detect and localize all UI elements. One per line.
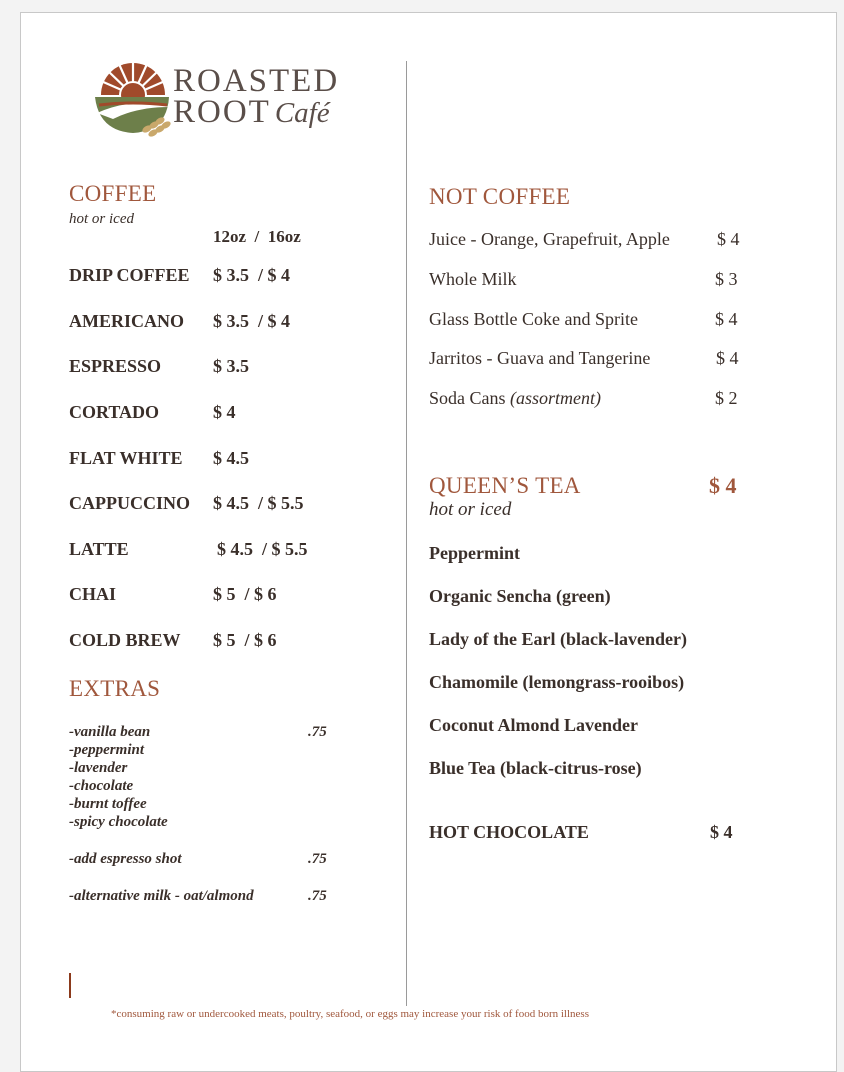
coffee-item-price: $ 4.5 bbox=[213, 448, 249, 468]
extras-flavor: -burnt toffee bbox=[69, 796, 147, 812]
coffee-item-name: COLD BREW bbox=[69, 630, 181, 650]
menu-page bbox=[20, 12, 837, 1072]
coffee-item-price: $ 4.5 / $ 5.5 bbox=[213, 493, 304, 513]
not-coffee-item-name: Glass Bottle Coke and Sprite bbox=[429, 309, 638, 329]
coffee-item-price: $ 3.5 / $ 4 bbox=[213, 265, 291, 285]
not-coffee-item-price: $ 4 bbox=[717, 229, 740, 249]
tea-subheading: hot or iced bbox=[429, 499, 512, 520]
coffee-item-price: $ 4 bbox=[213, 402, 236, 422]
soda-cans-label: Soda Cans bbox=[429, 388, 506, 408]
coffee-item-name: CHAI bbox=[69, 584, 117, 604]
tea-heading: QUEEN’S TEA bbox=[429, 473, 581, 498]
not-coffee-item-name: Whole Milk bbox=[429, 269, 517, 289]
coffee-subheading: hot or iced bbox=[69, 211, 134, 227]
extras-flavor: -peppermint bbox=[69, 742, 144, 758]
extras-flavor: -vanilla bean bbox=[69, 724, 151, 740]
tea-item: Blue Tea (black-citrus-rose) bbox=[429, 758, 642, 778]
extras-milk-price: .75 bbox=[308, 888, 327, 904]
text-cursor bbox=[69, 973, 71, 998]
extras-espresso-label: -add espresso shot bbox=[69, 851, 182, 867]
hot-chocolate-name: HOT CHOCOLATE bbox=[429, 822, 589, 842]
extras-flavor: -lavender bbox=[69, 760, 128, 776]
extras-heading: EXTRAS bbox=[69, 676, 161, 701]
coffee-item-price: $ 4.5 / $ 5.5 bbox=[217, 539, 308, 559]
coffee-item-name: DRIP COFFEE bbox=[69, 265, 190, 285]
tea-price: $ 4 bbox=[709, 473, 737, 498]
extras-flavor: -chocolate bbox=[69, 778, 134, 794]
coffee-size-header: 12oz / 16oz bbox=[213, 227, 301, 246]
not-coffee-item-name: Juice - Orange, Grapefruit, Apple bbox=[429, 229, 670, 249]
soda-cans-note: (assortment) bbox=[510, 388, 601, 408]
extras-milk-label: -alternative milk - oat/almond bbox=[69, 888, 254, 904]
column-divider bbox=[406, 61, 407, 1006]
tea-item: Lady of the Earl (black-lavender) bbox=[429, 629, 687, 649]
logo-line-2 bbox=[173, 96, 339, 129]
coffee-item-name: FLAT WHITE bbox=[69, 448, 183, 468]
tea-item: Organic Sencha (green) bbox=[429, 586, 611, 606]
coffee-item-name: LATTE bbox=[69, 539, 129, 559]
coffee-item-name: AMERICANO bbox=[69, 311, 184, 331]
extras-espresso-price: .75 bbox=[308, 851, 327, 867]
not-coffee-item-price: $ 4 bbox=[715, 309, 738, 329]
extras-flavor: -spicy chocolate bbox=[69, 814, 168, 830]
logo-root: ROOT bbox=[173, 94, 271, 130]
coffee-heading: COFFEE bbox=[69, 181, 157, 206]
coffee-item-name: CAPPUCCINO bbox=[69, 493, 190, 513]
not-coffee-item-name: Jarritos - Guava and Tangerine bbox=[429, 348, 651, 368]
coffee-item-name: ESPRESSO bbox=[69, 356, 162, 376]
coffee-item-price: $ 3.5 bbox=[213, 356, 249, 376]
logo-line-1: ROASTED bbox=[173, 63, 340, 99]
not-coffee-heading: NOT COFFEE bbox=[429, 184, 571, 209]
not-coffee-item-name bbox=[429, 388, 601, 409]
tea-item: Chamomile (lemongrass-rooibos) bbox=[429, 672, 685, 692]
coffee-item-price: $ 5 / $ 6 bbox=[213, 584, 277, 604]
coffee-item-price: $ 5 / $ 6 bbox=[213, 630, 277, 650]
logo-cafe: Café bbox=[274, 97, 330, 129]
extras-flavor-price: .75 bbox=[308, 724, 327, 740]
coffee-item-price: $ 3.5 / $ 4 bbox=[213, 311, 291, 331]
coffee-item-name: CORTADO bbox=[69, 402, 160, 422]
extras-flavor-list bbox=[69, 723, 168, 831]
not-coffee-item-price: $ 4 bbox=[716, 348, 739, 368]
roasted-root-logo-icon bbox=[93, 61, 173, 139]
food-safety-footnote: *consuming raw or undercooked meats, poultry, seafood, or eggs may increase your risk of food born illness bbox=[111, 1008, 589, 1020]
not-coffee-item-price: $ 2 bbox=[715, 388, 738, 408]
logo-wordmark bbox=[173, 65, 339, 129]
not-coffee-item-price: $ 3 bbox=[715, 269, 738, 289]
tea-item: Peppermint bbox=[429, 543, 520, 563]
hot-chocolate-price: $ 4 bbox=[710, 822, 733, 842]
tea-item: Coconut Almond Lavender bbox=[429, 715, 639, 735]
